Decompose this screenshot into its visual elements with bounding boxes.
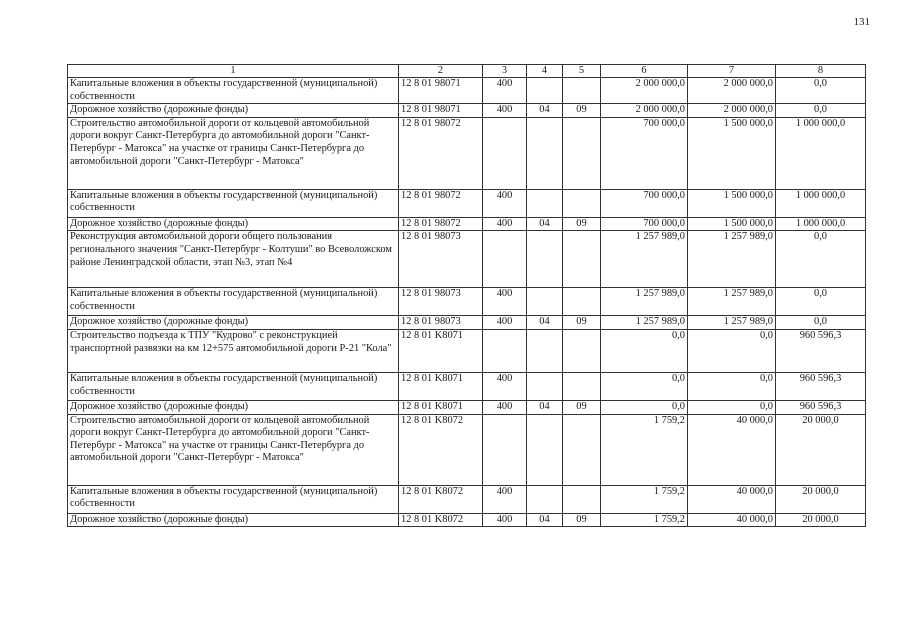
row-amount-col6-cell: 1 257 989,0 [601,288,688,316]
row-col4-cell [527,329,563,372]
row-col4-cell: 04 [527,316,563,330]
row-name-cell: Строительство автомобильной дороги от кольцевой автомобильной дороги вокруг Санкт-Петербурга до автомобильной дороги "Санкт-Петербург - Матокса" на участке от границы Санкт-Петербурга до автомобильной дороги "Санкт-Петербург - Матокса" [68,117,399,189]
row-code-cell: 12 8 01 98071 [399,78,483,104]
row-col5-cell: 09 [563,400,601,414]
row-amount-col7-cell: 1 257 989,0 [688,316,776,330]
row-col3-cell: 400 [483,513,527,527]
row-amount-col6-cell: 1 257 989,0 [601,231,688,288]
row-amount-col7-cell: 1 500 000,0 [688,217,776,231]
row-amount-col6-cell: 1 759,2 [601,513,688,527]
row-col5-cell: 09 [563,104,601,118]
row-code-cell: 12 8 01 K8072 [399,513,483,527]
row-col5-cell [563,372,601,400]
column-header: 2 [399,65,483,78]
table-row [68,288,866,316]
row-name-cell: Капитальные вложения в объекты государственной (муниципальной) собственности [68,78,399,104]
row-amount-col8-cell: 0,0 [776,104,866,118]
row-code-cell: 12 8 01 98072 [399,217,483,231]
row-amount-col8-cell: 20 000,0 [776,485,866,513]
row-amount-col6-cell: 1 759,2 [601,485,688,513]
row-code-cell: 12 8 01 K8071 [399,329,483,372]
row-col3-cell: 400 [483,288,527,316]
row-amount-col6-cell: 0,0 [601,400,688,414]
row-col5-cell: 09 [563,513,601,527]
row-amount-col6-cell: 700 000,0 [601,189,688,217]
row-amount-col7-cell: 0,0 [688,372,776,400]
row-col5-cell [563,78,601,104]
row-amount-col6-cell: 0,0 [601,372,688,400]
row-col4-cell: 04 [527,104,563,118]
row-amount-col6-cell: 0,0 [601,329,688,372]
row-name-cell: Дорожное хозяйство (дорожные фонды) [68,400,399,414]
row-col3-cell: 400 [483,78,527,104]
table-row [68,513,866,527]
table-row [68,231,866,288]
row-col4-cell [527,288,563,316]
row-col4-cell [527,189,563,217]
row-code-cell: 12 8 01 K8071 [399,372,483,400]
row-col5-cell [563,414,601,485]
row-name-cell: Дорожное хозяйство (дорожные фонды) [68,104,399,118]
table-row [68,400,866,414]
row-col5-cell [563,189,601,217]
row-name-cell: Строительство подъезда к ТПУ "Кудрово" с реконструкцией транспортной развязки на км 12+575 автомобильной дороги Р-21 "Кола" [68,329,399,372]
table-row [68,485,866,513]
column-header: 5 [563,65,601,78]
row-col4-cell [527,372,563,400]
table-row [68,217,866,231]
table-row [68,117,866,189]
row-col3-cell: 400 [483,316,527,330]
row-amount-col8-cell: 20 000,0 [776,414,866,485]
row-amount-col6-cell: 700 000,0 [601,217,688,231]
table-row [68,372,866,400]
row-amount-col8-cell: 0,0 [776,231,866,288]
row-col3-cell: 400 [483,189,527,217]
row-col3-cell [483,414,527,485]
row-col5-cell: 09 [563,217,601,231]
row-name-cell: Капитальные вложения в объекты государственной (муниципальной) собственности [68,485,399,513]
row-col4-cell: 04 [527,217,563,231]
column-header: 4 [527,65,563,78]
row-amount-col7-cell: 1 257 989,0 [688,288,776,316]
table-row [68,316,866,330]
row-amount-col7-cell: 0,0 [688,329,776,372]
row-col4-cell [527,485,563,513]
column-header: 3 [483,65,527,78]
row-amount-col7-cell: 0,0 [688,400,776,414]
row-name-cell: Дорожное хозяйство (дорожные фонды) [68,217,399,231]
row-amount-col6-cell: 2 000 000,0 [601,78,688,104]
table-row [68,189,866,217]
row-name-cell: Капитальные вложения в объекты государственной (муниципальной) собственности [68,372,399,400]
row-col3-cell: 400 [483,104,527,118]
row-col4-cell [527,117,563,189]
table-row [68,414,866,485]
row-col4-cell: 04 [527,513,563,527]
row-amount-col6-cell: 2 000 000,0 [601,104,688,118]
row-col3-cell [483,117,527,189]
row-amount-col7-cell: 40 000,0 [688,513,776,527]
row-amount-col8-cell: 0,0 [776,78,866,104]
row-col4-cell [527,414,563,485]
row-code-cell: 12 8 01 K8072 [399,414,483,485]
row-col5-cell [563,485,601,513]
row-amount-col8-cell: 960 596,3 [776,329,866,372]
row-col5-cell: 09 [563,316,601,330]
budget-table [67,64,866,527]
column-header: 8 [776,65,866,78]
table-row [68,78,866,104]
row-amount-col6-cell: 700 000,0 [601,117,688,189]
row-col3-cell: 400 [483,485,527,513]
row-amount-col8-cell: 960 596,3 [776,400,866,414]
row-col5-cell [563,329,601,372]
row-name-cell: Строительство автомобильной дороги от кольцевой автомобильной дороги вокруг Санкт-Петербурга до автомобильной дороги "Санкт-Петербург - Матокса" на участке от границы Санкт-Петербурга до автомобильной дороги "Санкт-Петербург - Матокса" [68,414,399,485]
column-header: 7 [688,65,776,78]
row-amount-col8-cell: 0,0 [776,316,866,330]
row-amount-col8-cell: 960 596,3 [776,372,866,400]
row-col5-cell [563,117,601,189]
row-code-cell: 12 8 01 K8071 [399,400,483,414]
row-name-cell: Дорожное хозяйство (дорожные фонды) [68,513,399,527]
row-amount-col8-cell: 1 000 000,0 [776,217,866,231]
table-row [68,104,866,118]
row-col3-cell: 400 [483,372,527,400]
row-code-cell: 12 8 01 98071 [399,104,483,118]
row-amount-col8-cell: 20 000,0 [776,513,866,527]
page-number: 131 [853,16,870,28]
row-col4-cell: 04 [527,400,563,414]
table-row [68,329,866,372]
row-code-cell: 12 8 01 98072 [399,189,483,217]
row-col5-cell [563,288,601,316]
row-col4-cell [527,231,563,288]
row-amount-col8-cell: 1 000 000,0 [776,189,866,217]
row-col3-cell: 400 [483,400,527,414]
row-name-cell: Капитальные вложения в объекты государственной (муниципальной) собственности [68,288,399,316]
row-amount-col8-cell: 1 000 000,0 [776,117,866,189]
row-amount-col7-cell: 1 500 000,0 [688,117,776,189]
header-row [68,65,866,78]
row-code-cell: 12 8 01 98073 [399,231,483,288]
row-amount-col7-cell: 1 500 000,0 [688,189,776,217]
column-header: 6 [601,65,688,78]
row-name-cell: Реконструкция автомобильной дороги общего пользования регионального значения "Санкт-Петербург - Колтуши" во Всеволожском районе Ленинградской области, этап №3, этап №4 [68,231,399,288]
row-amount-col7-cell: 40 000,0 [688,414,776,485]
row-amount-col7-cell: 2 000 000,0 [688,104,776,118]
row-amount-col6-cell: 1 759,2 [601,414,688,485]
row-name-cell: Капитальные вложения в объекты государственной (муниципальной) собственности [68,189,399,217]
row-amount-col6-cell: 1 257 989,0 [601,316,688,330]
row-col5-cell [563,231,601,288]
row-col4-cell [527,78,563,104]
row-name-cell: Дорожное хозяйство (дорожные фонды) [68,316,399,330]
row-amount-col7-cell: 2 000 000,0 [688,78,776,104]
row-col3-cell: 400 [483,217,527,231]
row-amount-col7-cell: 1 257 989,0 [688,231,776,288]
row-code-cell: 12 8 01 K8072 [399,485,483,513]
row-code-cell: 12 8 01 98073 [399,288,483,316]
column-header: 1 [68,65,399,78]
row-col3-cell [483,231,527,288]
row-col3-cell [483,329,527,372]
row-amount-col8-cell: 0,0 [776,288,866,316]
row-amount-col7-cell: 40 000,0 [688,485,776,513]
row-code-cell: 12 8 01 98072 [399,117,483,189]
row-code-cell: 12 8 01 98073 [399,316,483,330]
